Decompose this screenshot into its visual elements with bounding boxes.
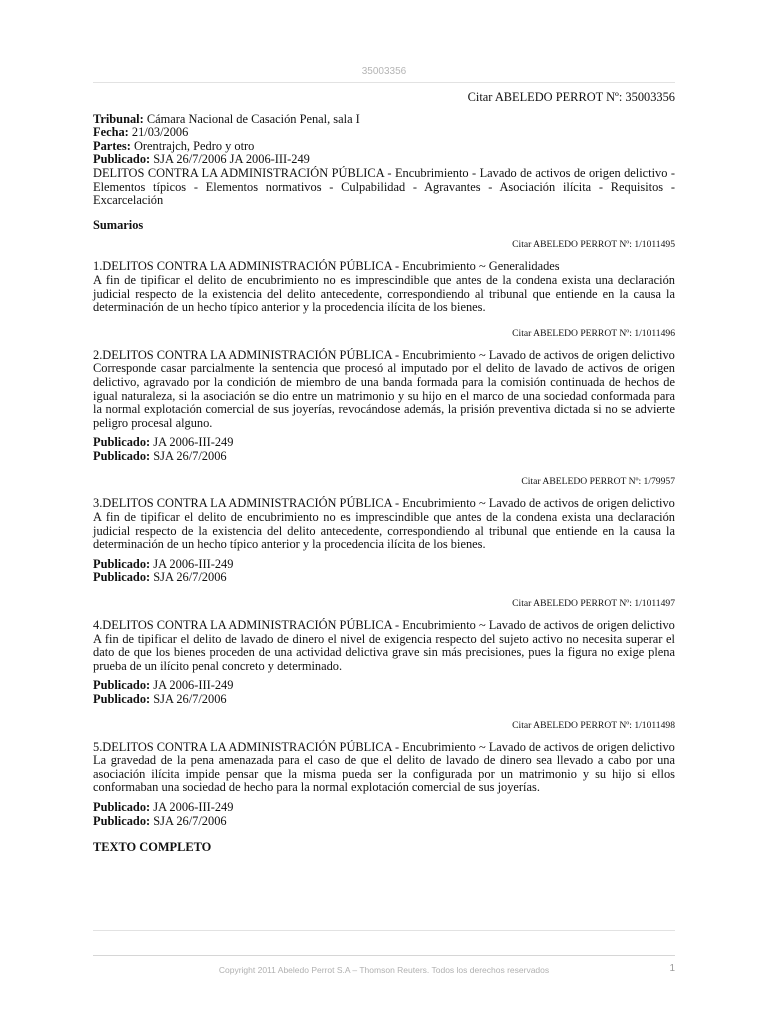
voces-text: DELITOS CONTRA LA ADMINISTRACIÓN PÚBLICA - Encubrimiento - Lavado de activos de origen delictivo - Elementos típicos - Elementos normativos - Culpabilidad - Agravantes - Asociación ilícita - Requisitos - Excarcelación: [93, 165, 675, 208]
summary-4-body: A fin de tipificar el delito de lavado de dinero el nivel de exigencia respecto del sujeto activo no necesita superar el dato de que los bienes proceden de una actividad delictiva grave sin más precisiones, pues la figura no exige plena prueba de un ilícito penal concreto y determinado.: [93, 631, 675, 673]
main-citation: Citar ABELEDO PERROT Nº: 35003356: [467, 90, 675, 104]
pub-label: Publicado:: [93, 435, 151, 450]
summary-2-publications: [93, 436, 675, 463]
summary-3: [93, 497, 675, 585]
partes-label: Partes:: [93, 138, 131, 153]
summary-1-body: A fin de tipificar el delito de encubrimiento no es imprescindible que antes de la condena exista una declaración judicial respecto de la existencia del delito antecedente, correspondiendo al tribunal que entiende en la causa la determinación de un hecho típico anterior y la procedencia ilícita de los bienes.: [93, 272, 675, 315]
footer-divider: [93, 955, 675, 956]
summary-3-body: A fin de tipificar el delito de encubrimiento no es imprescindible que antes de la condena exista una declaración judicial respecto de la existencia del delito antecedente, correspondiendo al tribunal que entiende en la causa la determinación de un hecho típico anterior y la procedencia ilícita de los bienes.: [93, 510, 675, 552]
summary-5-body: La gravedad de la pena amenazada para el caso de que el delito de lavado de dinero sea llevado a cabo por una asociación ilícita impide pensar que la misma pueda ser la configurada por un matrimonio y su hijo si ellos conformaban una sociedad de hecho para la normal explotación comercial de sus joyerías.: [93, 753, 675, 795]
summary-1-title: 1.DELITOS CONTRA LA ADMINISTRACIÓN PÚBLICA - Encubrimiento ~ Generalidades: [93, 259, 560, 274]
summary-3-publications: [93, 558, 675, 585]
summary-2-pub-1: [93, 436, 675, 450]
sumarios-heading: Sumarios: [93, 217, 144, 232]
pub-value: SJA 26/7/2006: [150, 448, 227, 463]
tribunal-label: Tribunal:: [93, 111, 144, 126]
pub-value: JA 2006-III-249: [150, 678, 234, 693]
summary-5: [93, 741, 675, 829]
summary-4-pub-1: [93, 679, 675, 693]
summary-2-pub-2: [93, 450, 675, 464]
partes-value: Orentrajch, Pedro y otro: [130, 138, 255, 153]
summary-3-pub-1: [93, 558, 675, 572]
summary-5-pub-2: [93, 815, 675, 829]
pub-value: JA 2006-III-249: [150, 435, 234, 450]
summary-4-pub-2: [93, 693, 675, 707]
publicado-value: SJA 26/7/2006 JA 2006-III-249: [150, 152, 310, 167]
page-number: 1: [669, 963, 675, 974]
fecha-label: Fecha:: [93, 125, 129, 140]
content-end-divider: [93, 930, 675, 931]
pub-label: Publicado:: [93, 570, 151, 585]
header-doc-id: 35003356: [361, 66, 407, 77]
summary-5-pub-1: [93, 801, 675, 815]
tribunal-value: Cámara Nacional de Casación Penal, sala I: [143, 111, 360, 126]
tribunal-line: [93, 113, 675, 127]
summary-2-citation: Citar ABELEDO PERROT Nº: 1/1011496: [512, 327, 675, 339]
header-divider: [93, 82, 675, 83]
summary-4-citation: Citar ABELEDO PERROT Nº: 1/1011497: [512, 598, 675, 610]
summary-4-title: 4.DELITOS CONTRA LA ADMINISTRACIÓN PÚBLICA - Encubrimiento ~ Lavado de activos de origen delictivo: [93, 618, 675, 633]
summary-4: [93, 619, 675, 707]
footer-copyright: Copyright 2011 Abeledo Perrot S.A – Thomson Reuters. Todos los derechos reservados: [218, 965, 550, 975]
summary-5-title: 5.DELITOS CONTRA LA ADMINISTRACIÓN PÚBLICA - Encubrimiento ~ Lavado de activos de origen delictivo: [93, 739, 675, 754]
pub-value: SJA 26/7/2006: [150, 813, 227, 828]
document-body: [93, 91, 675, 855]
texto-completo-heading: TEXTO COMPLETO: [93, 840, 212, 855]
summary-4-publications: [93, 679, 675, 706]
pub-label: Publicado:: [93, 692, 151, 706]
summary-3-citation: Citar ABELEDO PERROT Nº: 1/79957: [521, 476, 675, 488]
partes-line: [93, 140, 675, 154]
summary-3-pub-2: [93, 571, 675, 585]
fecha-line: [93, 126, 675, 140]
summary-5-citation: Citar ABELEDO PERROT Nº: 1/1011498: [512, 719, 675, 731]
summary-1-citation: Citar ABELEDO PERROT Nº: 1/1011495: [512, 239, 675, 251]
summary-3-title: 3.DELITOS CONTRA LA ADMINISTRACIÓN PÚBLICA - Encubrimiento ~ Lavado de activos de origen delictivo: [93, 496, 675, 511]
pub-value: JA 2006-III-249: [150, 556, 234, 571]
pub-label: Publicado:: [93, 813, 151, 828]
publicado-label: Publicado:: [93, 152, 151, 167]
pub-label: Publicado:: [93, 448, 151, 463]
fecha-value: 21/03/2006: [128, 125, 189, 140]
summary-2: [93, 349, 675, 464]
pub-label: Publicado:: [93, 678, 151, 693]
summary-5-publications: [93, 801, 675, 828]
pub-value: SJA 26/7/2006: [150, 570, 227, 585]
publicado-line: [93, 153, 675, 167]
pub-label: Publicado:: [93, 556, 151, 571]
summary-2-title: 2.DELITOS CONTRA LA ADMINISTRACIÓN PÚBLICA - Encubrimiento ~ Lavado de activos de origen delictivo: [93, 347, 675, 362]
summary-2-body: Corresponde casar parcialmente la sentencia que procesó al imputado por el delito de lavado de activos de origen delictivo, agravado por la condición de miembro de una banda formada para la comisión continuada de hechos de igual naturaleza, si la asociación se dio entre un matrimonio y su hijo en el marco de una sociedad conformada para la normal explotación comercial de sus joyerías, revocándose además, la prisión preventiva dictada si no se advierte peligro procesal alguno.: [93, 361, 675, 430]
summary-1: [93, 260, 675, 314]
pub-label: Publicado:: [93, 799, 151, 814]
pub-value: JA 2006-III-249: [150, 799, 234, 814]
pub-value: SJA 26/7/2006: [150, 692, 227, 706]
